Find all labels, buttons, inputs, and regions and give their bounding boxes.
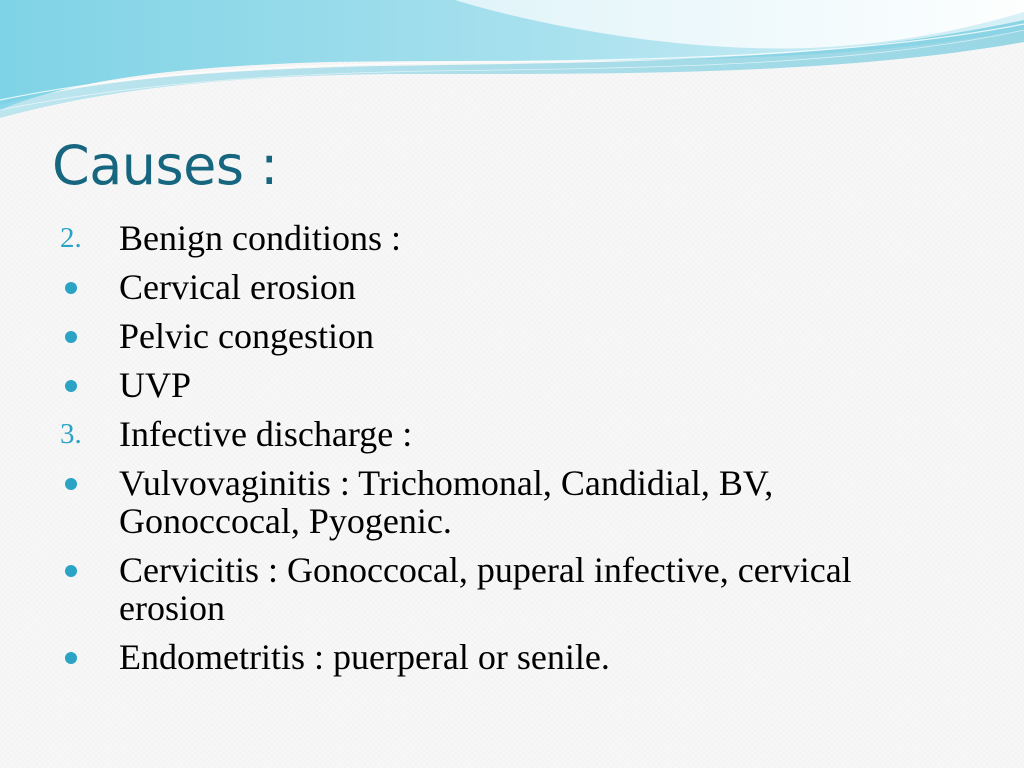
bullet-icon — [65, 331, 77, 343]
list-item — [0, 219, 919, 257]
bullet-icon — [65, 380, 77, 392]
list-number: 2. — [60, 222, 82, 254]
slide-title: Causes : — [52, 134, 278, 197]
list-item — [0, 638, 919, 676]
list-item — [0, 415, 919, 453]
header-wave-decoration — [0, 0, 1024, 130]
list-item-text: Vulvovaginitis : Trichomonal, Candidial, BV, Gonoccocal, Pyogenic. — [119, 463, 774, 541]
list-item-text: Benign conditions : — [119, 218, 401, 258]
bullet-icon — [65, 565, 77, 577]
list-item-text: Cervical erosion — [119, 267, 356, 307]
content-list — [0, 219, 1024, 687]
bullet-icon — [65, 478, 77, 490]
list-item — [0, 268, 919, 306]
list-number: 3. — [60, 418, 82, 450]
list-item — [0, 464, 919, 540]
list-item — [0, 317, 919, 355]
list-item-text: Pelvic congestion — [119, 316, 374, 356]
bullet-icon — [65, 282, 77, 294]
list-item-text: Infective discharge : — [119, 414, 413, 454]
list-item — [0, 366, 919, 404]
list-item — [0, 551, 919, 627]
list-item-text: Endometritis : puerperal or senile. — [119, 637, 610, 677]
list-item-text: UVP — [119, 365, 192, 405]
bullet-icon — [65, 652, 77, 664]
list-item-text: Cervicitis : Gonoccocal, puperal infective, cervical erosion — [119, 550, 852, 628]
